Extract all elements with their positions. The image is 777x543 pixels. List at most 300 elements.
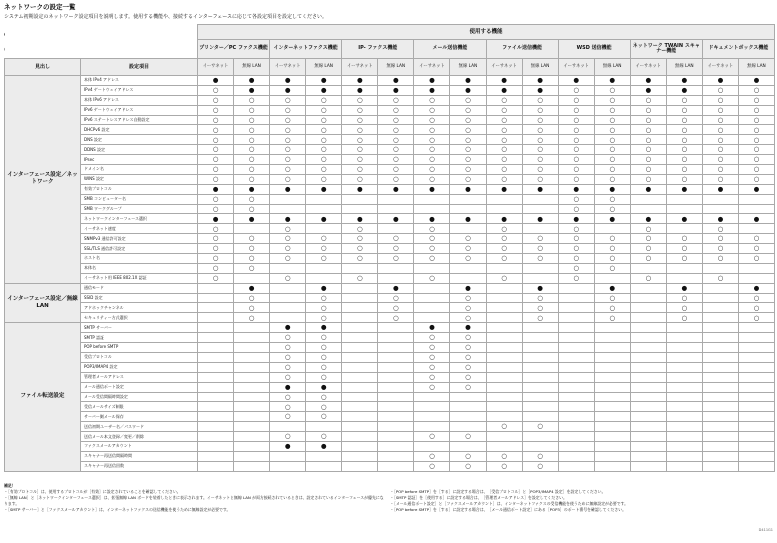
optional-mark: ○: [522, 422, 558, 432]
optional-mark: ○: [522, 293, 558, 303]
empty-cell: [702, 412, 738, 422]
empty-cell: [702, 194, 738, 204]
empty-cell: [702, 432, 738, 442]
required-mark: ●: [594, 214, 630, 224]
empty-cell: [486, 194, 522, 204]
empty-cell: [450, 422, 486, 432]
empty-cell: [486, 263, 522, 273]
optional-mark: ○: [450, 343, 486, 353]
table-row: [5, 461, 775, 471]
optional-mark: ○: [738, 105, 774, 115]
setting-item: スキャナー再送信回数: [81, 461, 198, 471]
required-mark: ●: [342, 85, 378, 95]
empty-cell: [342, 461, 378, 471]
function-header: IP- ファクス機能: [342, 40, 414, 59]
optional-mark: ○: [630, 95, 666, 105]
optional-mark: ○: [234, 234, 270, 244]
optional-mark: ○: [450, 451, 486, 461]
empty-cell: [594, 362, 630, 372]
empty-cell: [486, 432, 522, 442]
required-mark: ●: [234, 184, 270, 194]
table-row: [5, 412, 775, 422]
setting-item: SMB ワークグループ: [81, 204, 198, 214]
optional-mark: ○: [594, 313, 630, 323]
setting-item: WINS 設定: [81, 174, 198, 184]
empty-cell: [198, 303, 234, 313]
optional-mark: ○: [342, 224, 378, 234]
optional-mark: ○: [450, 352, 486, 362]
required-mark: ●: [522, 85, 558, 95]
notes-left: [4, 483, 384, 513]
required-mark: ●: [414, 323, 450, 333]
empty-cell: [342, 412, 378, 422]
optional-mark: ○: [450, 165, 486, 175]
empty-cell: [522, 204, 558, 214]
optional-mark: ○: [342, 254, 378, 264]
empty-cell: [630, 283, 666, 293]
setting-item: サーバー側メール保存: [81, 412, 198, 422]
empty-cell: [198, 402, 234, 412]
optional-mark: ○: [702, 273, 738, 283]
required-mark: ●: [522, 283, 558, 293]
optional-mark: ○: [306, 352, 342, 362]
optional-mark: ○: [306, 412, 342, 422]
optional-mark: ○: [558, 85, 594, 95]
optional-mark: ○: [522, 135, 558, 145]
optional-mark: ○: [342, 95, 378, 105]
empty-cell: [558, 422, 594, 432]
required-mark: ●: [342, 184, 378, 194]
empty-cell: [738, 451, 774, 461]
table-row: [5, 273, 775, 283]
setting-item: ファクスメールアカウント: [81, 441, 198, 451]
empty-cell: [594, 352, 630, 362]
empty-cell: [342, 422, 378, 432]
table-row: [5, 451, 775, 461]
optional-mark: ○: [486, 234, 522, 244]
required-mark: ●: [630, 85, 666, 95]
empty-cell: [342, 194, 378, 204]
optional-mark: ○: [666, 135, 702, 145]
optional-mark: ○: [450, 432, 486, 442]
optional-mark: ○: [234, 95, 270, 105]
required-mark: ●: [522, 76, 558, 86]
optional-mark: ○: [378, 234, 414, 244]
optional-mark: ○: [234, 244, 270, 254]
optional-mark: ○: [450, 105, 486, 115]
empty-cell: [738, 392, 774, 402]
empty-cell: [342, 333, 378, 343]
empty-cell: [738, 323, 774, 333]
setting-item: SMB コンピューター名: [81, 194, 198, 204]
optional-mark: ○: [306, 95, 342, 105]
optional-mark: ○: [738, 85, 774, 95]
optional-mark: ○: [666, 155, 702, 165]
optional-mark: ○: [378, 155, 414, 165]
function-header: ファイル送信機能: [486, 40, 558, 59]
empty-cell: [702, 352, 738, 362]
optional-mark: ○: [522, 165, 558, 175]
optional-mark: ○: [234, 135, 270, 145]
optional-mark: ○: [702, 85, 738, 95]
empty-cell: [378, 343, 414, 353]
intro-text: システム初期設定のネットワーク設定項目を説明します。使用する機能や、接続するインターフェースに応じて各設定項目を設定してください。: [4, 14, 328, 20]
setting-item: SSID 設定: [81, 293, 198, 303]
optional-mark: ○: [594, 115, 630, 125]
optional-mark: ○: [630, 224, 666, 234]
required-mark: ●: [486, 76, 522, 86]
optional-mark: ○: [702, 145, 738, 155]
optional-mark: ○: [738, 125, 774, 135]
empty-cell: [522, 432, 558, 442]
optional-mark: ○: [198, 204, 234, 214]
empty-cell: [594, 323, 630, 333]
optional-mark: ○: [234, 263, 270, 273]
optional-mark: ○: [198, 234, 234, 244]
setting-item: 管理者メールアドレス: [81, 372, 198, 382]
optional-mark: ○: [450, 303, 486, 313]
empty-cell: [270, 451, 306, 461]
optional-mark: ○: [414, 135, 450, 145]
empty-cell: [234, 402, 270, 412]
empty-cell: [234, 461, 270, 471]
empty-cell: [666, 372, 702, 382]
empty-cell: [738, 362, 774, 372]
optional-mark: ○: [378, 95, 414, 105]
optional-mark: ○: [666, 145, 702, 155]
optional-mark: ○: [198, 125, 234, 135]
empty-cell: [666, 392, 702, 402]
table-row: [5, 95, 775, 105]
empty-cell: [738, 402, 774, 412]
optional-mark: ○: [414, 382, 450, 392]
table-row: [5, 313, 775, 323]
setting-item: イーサネット用 IEEE 802.1X 認証: [81, 273, 198, 283]
optional-mark: ○: [666, 165, 702, 175]
note-line: ・［POP before SMTP］を［する］に設定する場合は、［受信プロトコル］と［POP3/IMAP4 設定］を設定してください。: [390, 489, 606, 494]
optional-mark: ○: [702, 244, 738, 254]
table-row: [5, 402, 775, 412]
optional-mark: ○: [594, 95, 630, 105]
optional-mark: ○: [666, 244, 702, 254]
empty-cell: [234, 343, 270, 353]
empty-cell: [198, 441, 234, 451]
empty-cell: [198, 333, 234, 343]
empty-cell: [594, 372, 630, 382]
optional-mark: ○: [594, 135, 630, 145]
empty-cell: [666, 333, 702, 343]
empty-cell: [414, 303, 450, 313]
table-row: [5, 283, 775, 293]
empty-cell: [306, 422, 342, 432]
optional-mark: ○: [414, 105, 450, 115]
empty-cell: [378, 263, 414, 273]
optional-mark: ○: [270, 343, 306, 353]
optional-mark: ○: [234, 204, 270, 214]
empty-cell: [342, 392, 378, 402]
empty-cell: [558, 412, 594, 422]
optional-mark: ○: [270, 145, 306, 155]
empty-cell: [522, 333, 558, 343]
optional-mark: ○: [414, 372, 450, 382]
empty-cell: [594, 392, 630, 402]
optional-mark: ○: [450, 135, 486, 145]
note-line: ・［SMTP 認証］を［使用する］に設定する場合は、［管理者メールアドレス］を設定してください。: [390, 495, 567, 501]
required-mark: ●: [558, 214, 594, 224]
optional-mark: ○: [702, 105, 738, 115]
empty-cell: [306, 204, 342, 214]
empty-cell: [666, 343, 702, 353]
empty-cell: [594, 451, 630, 461]
required-mark: ●: [198, 184, 234, 194]
empty-cell: [738, 204, 774, 214]
empty-cell: [198, 293, 234, 303]
empty-cell: [666, 323, 702, 333]
empty-cell: [450, 402, 486, 412]
setting-item: セキュリティー方式選択: [81, 313, 198, 323]
empty-cell: [738, 382, 774, 392]
empty-cell: [342, 441, 378, 451]
optional-mark: ○: [414, 244, 450, 254]
empty-cell: [558, 372, 594, 382]
setting-item: 本体 IPv4 アドレス: [81, 76, 198, 86]
optional-mark: ○: [666, 174, 702, 184]
empty-cell: [342, 432, 378, 442]
empty-cell: [414, 283, 450, 293]
optional-mark: ○: [594, 85, 630, 95]
empty-cell: [702, 204, 738, 214]
setting-item: イーサネット速度: [81, 224, 198, 234]
empty-cell: [450, 194, 486, 204]
table-row: [5, 244, 775, 254]
optional-mark: ○: [666, 313, 702, 323]
empty-cell: [198, 352, 234, 362]
optional-mark: ○: [378, 303, 414, 313]
empty-cell: [450, 412, 486, 422]
empty-cell: [630, 293, 666, 303]
optional-mark: ○: [414, 432, 450, 442]
optional-mark: ○: [414, 145, 450, 155]
optional-mark: ○: [522, 303, 558, 313]
empty-cell: [738, 432, 774, 442]
optional-mark: ○: [666, 234, 702, 244]
empty-cell: [234, 333, 270, 343]
empty-cell: [630, 441, 666, 451]
note-line: ・［SMTP サーバー］と［ファクスメールアカウント］は、インターネットファクスの送信機能を使うために無線設定が必要です。: [4, 507, 231, 513]
wlan-column: 無線 LAN: [666, 59, 702, 76]
optional-mark: ○: [486, 105, 522, 115]
optional-mark: ○: [306, 362, 342, 372]
empty-cell: [702, 451, 738, 461]
optional-mark: ○: [378, 313, 414, 323]
empty-cell: [486, 392, 522, 402]
empty-cell: [558, 441, 594, 451]
required-mark: ●: [198, 76, 234, 86]
optional-mark: ○: [738, 313, 774, 323]
ethernet-column: イーサネット: [414, 59, 450, 76]
required-mark: ●: [522, 214, 558, 224]
empty-cell: [522, 402, 558, 412]
empty-cell: [414, 441, 450, 451]
optional-mark: ○: [594, 234, 630, 244]
empty-cell: [594, 402, 630, 412]
empty-cell: [342, 303, 378, 313]
empty-cell: [342, 204, 378, 214]
empty-cell: [234, 422, 270, 432]
empty-cell: [738, 263, 774, 273]
optional-mark: ○: [198, 145, 234, 155]
required-mark: ●: [378, 85, 414, 95]
empty-cell: [594, 343, 630, 353]
required-mark: ●: [342, 214, 378, 224]
empty-cell: [666, 402, 702, 412]
optional-mark: ○: [666, 303, 702, 313]
empty-cell: [558, 283, 594, 293]
empty-cell: [378, 323, 414, 333]
empty-cell: [414, 293, 450, 303]
optional-mark: ○: [306, 115, 342, 125]
empty-cell: [306, 263, 342, 273]
required-mark: ●: [486, 184, 522, 194]
optional-mark: ○: [630, 115, 666, 125]
optional-mark: ○: [270, 352, 306, 362]
optional-mark: ○: [414, 165, 450, 175]
wlan-column: 無線 LAN: [522, 59, 558, 76]
empty-cell: [234, 372, 270, 382]
table-row: [5, 263, 775, 273]
setting-item: メール通信ポート設定: [81, 382, 198, 392]
optional-mark: ○: [414, 333, 450, 343]
table-row: [5, 115, 775, 125]
table-row: [5, 105, 775, 115]
optional-mark: ○: [522, 234, 558, 244]
setting-item: 本体 IPv6 アドレス: [81, 95, 198, 105]
optional-mark: ○: [630, 145, 666, 155]
optional-mark: ○: [270, 155, 306, 165]
optional-mark: ○: [234, 145, 270, 155]
optional-mark: ○: [378, 174, 414, 184]
empty-cell: [414, 412, 450, 422]
empty-cell: [558, 392, 594, 402]
empty-cell: [378, 372, 414, 382]
optional-mark: ○: [450, 244, 486, 254]
empty-cell: [702, 422, 738, 432]
optional-mark: ○: [342, 165, 378, 175]
empty-cell: [198, 362, 234, 372]
optional-mark: ○: [270, 412, 306, 422]
table-row: [5, 204, 775, 214]
optional-mark: ○: [522, 155, 558, 165]
required-mark: ●: [378, 214, 414, 224]
optional-mark: ○: [486, 125, 522, 135]
optional-mark: ○: [486, 155, 522, 165]
empty-cell: [702, 372, 738, 382]
optional-mark: ○: [378, 115, 414, 125]
empty-cell: [558, 333, 594, 343]
empty-cell: [414, 402, 450, 412]
optional-mark: ○: [414, 155, 450, 165]
wlan-column: 無線 LAN: [738, 59, 774, 76]
required-mark: ●: [306, 214, 342, 224]
empty-cell: [702, 323, 738, 333]
empty-cell: [702, 343, 738, 353]
setting-item: メール受信間隔時間設定: [81, 392, 198, 402]
optional-mark: ○: [702, 254, 738, 264]
optional-mark: ○: [450, 254, 486, 264]
optional-mark: ○: [198, 263, 234, 273]
empty-cell: [198, 432, 234, 442]
empty-cell: [738, 224, 774, 234]
optional-mark: ○: [486, 145, 522, 155]
optional-mark: ○: [558, 234, 594, 244]
optional-mark: ○: [198, 194, 234, 204]
optional-mark: ○: [594, 174, 630, 184]
empty-cell: [666, 461, 702, 471]
notes-heading: 補足！: [4, 483, 16, 488]
optional-mark: ○: [234, 115, 270, 125]
optional-mark: ○: [234, 125, 270, 135]
required-mark: ●: [738, 283, 774, 293]
empty-cell: [738, 422, 774, 432]
empty-cell: [414, 204, 450, 214]
required-mark: ●: [270, 441, 306, 451]
required-mark: ●: [306, 441, 342, 451]
empty-cell: [234, 451, 270, 461]
ethernet-column: イーサネット: [558, 59, 594, 76]
empty-cell: [594, 461, 630, 471]
optional-mark: ○: [306, 145, 342, 155]
empty-cell: [198, 372, 234, 382]
empty-cell: [594, 224, 630, 234]
table-row: [5, 214, 775, 224]
optional-mark: ○: [414, 451, 450, 461]
optional-mark: ○: [702, 125, 738, 135]
network-settings-table: [4, 24, 775, 472]
empty-cell: [702, 441, 738, 451]
optional-mark: ○: [630, 234, 666, 244]
optional-mark: ○: [738, 95, 774, 105]
optional-mark: ○: [306, 333, 342, 343]
required-mark: ●: [270, 184, 306, 194]
optional-mark: ○: [450, 461, 486, 471]
empty-cell: [738, 441, 774, 451]
optional-mark: ○: [630, 125, 666, 135]
ethernet-column: イーサネット: [630, 59, 666, 76]
empty-cell: [378, 441, 414, 451]
ethernet-column: イーサネット: [702, 59, 738, 76]
optional-mark: ○: [198, 105, 234, 115]
empty-cell: [630, 263, 666, 273]
optional-mark: ○: [738, 115, 774, 125]
empty-cell: [378, 352, 414, 362]
section-heading: インターフェース設定／ネットワーク: [5, 76, 81, 284]
optional-mark: ○: [414, 224, 450, 234]
optional-mark: ○: [558, 194, 594, 204]
optional-mark: ○: [738, 244, 774, 254]
optional-mark: ○: [306, 244, 342, 254]
empty-cell: [486, 372, 522, 382]
setting-item: 受信プロトコル: [81, 352, 198, 362]
empty-cell: [594, 432, 630, 442]
optional-mark: ○: [486, 254, 522, 264]
wlan-column: 無線 LAN: [234, 59, 270, 76]
empty-cell: [702, 461, 738, 471]
empty-cell: [738, 372, 774, 382]
optional-mark: ○: [306, 155, 342, 165]
empty-cell: [342, 283, 378, 293]
optional-mark: ○: [630, 244, 666, 254]
required-mark: ●: [738, 184, 774, 194]
